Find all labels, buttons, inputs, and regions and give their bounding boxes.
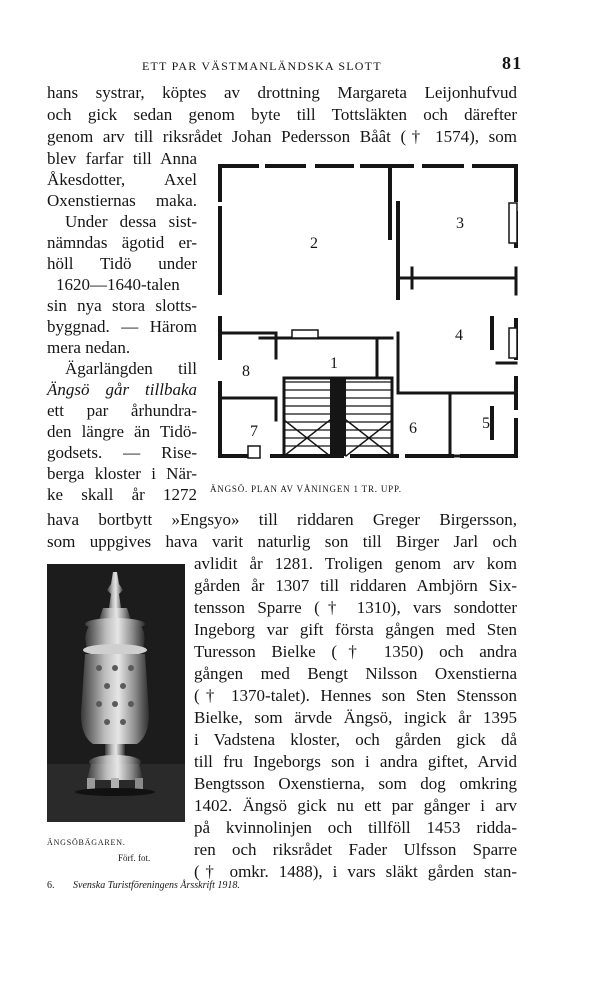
photo-caption: ÄNGSÖBÄGAREN. — [47, 838, 126, 847]
text-line: och gick sedan genom byte till Tottsläkten och därefter — [47, 105, 517, 124]
page-number: 81 — [502, 53, 523, 73]
text-line: ett par århundra- — [47, 401, 197, 420]
text-line: i Vadstena kloster, och gården gick då — [194, 730, 517, 749]
text-line: Ingeborg var gift första gången med Sten — [194, 620, 517, 639]
stove-mark — [509, 328, 517, 358]
text-line: hans systrar, köptes av drottning Margareta Leijonhufvud — [47, 83, 517, 102]
room-label: 1 — [330, 355, 338, 372]
text-line: den längre än Tidö- — [47, 422, 197, 441]
text-line: berga kloster i När- — [47, 464, 197, 483]
running-head: ETT PAR VÄSTMANLÄNDSKA SLOTT — [142, 59, 382, 73]
text-line: Under dessa sist- — [65, 212, 197, 231]
room-label: 2 — [310, 235, 318, 252]
text-line: Åkesdotter, Axel — [47, 170, 197, 189]
text-line: genom arv till riksrådet Johan Pedersson Båât († 1574), som — [47, 127, 517, 146]
room-label: 8 — [242, 363, 250, 380]
text-line: avlidit år 1281. Troligen genom arv kom — [194, 554, 517, 573]
text-line: godsets. — Rise- — [47, 443, 197, 462]
text-line: som uppgives hava varit naturlig son till Birger Jarl och — [47, 532, 517, 551]
text-line: ke skall år 1272 — [47, 485, 197, 504]
text-line: tensson Sparre († 1310), vars sondotter — [194, 598, 517, 617]
room-label: 4 — [455, 327, 463, 344]
room-label: 3 — [456, 215, 464, 232]
source-note: Svenska Turistföreningens Årsskrift 1918. — [73, 880, 240, 891]
text-line: Bengtsson Oxenstierna, som dog omkring — [194, 774, 517, 793]
room-label: 6 — [409, 420, 417, 437]
photo-credit: Förf. fot. — [118, 853, 151, 863]
text-line: Bielke, som ärvde Ängsö, ingick år 1395 — [194, 708, 517, 727]
text-line: Ägarlängden till — [65, 359, 197, 378]
text-line: byggnad. — Härom — [47, 317, 197, 336]
stove-mark — [248, 446, 260, 458]
text-line: gången med Bengt Nilsson Oxenstierna — [194, 664, 517, 683]
text-line: gården år 1307 till riddaren Ambjörn Six- — [194, 576, 517, 595]
goblet-photo — [47, 564, 185, 822]
page-footer — [47, 880, 240, 891]
text-line: 1402. Ängsö gick nu ett par gånger i arv — [194, 796, 517, 815]
text-line: († omkr. 1488), i vars släkt gården stan- — [194, 862, 517, 881]
stair-core — [330, 378, 346, 456]
stove-mark — [292, 330, 318, 338]
text-line: till fru Ingeborgs son i andra giftet, Arvid — [194, 752, 517, 771]
text-line: hava bortbytt »Engsyo» till riddaren Greger Birgersson, — [47, 510, 517, 529]
text-line: Turesson Bielke († 1350) och andra — [194, 642, 517, 661]
stove-mark — [509, 203, 517, 243]
floor-plan-caption: ÄNGSÖ. PLAN AV VÅNINGEN 1 TR. UPP. — [210, 484, 402, 494]
text-line: sin nya stora slotts- — [47, 296, 197, 315]
text-line: († 1370-talet). Hennes son Sten Stensson — [194, 686, 517, 705]
text-line: nämndas ägotid er- — [47, 233, 197, 252]
text-line-italic: Ängsö går tillbaka — [47, 380, 197, 399]
text-line: 1620—1640-talen — [56, 275, 180, 294]
text-line: Oxenstiernas maka. — [47, 191, 197, 210]
text-line — [47, 380, 197, 399]
text-line: på kvinnolinjen och tillföll 1453 ridda- — [194, 818, 517, 837]
text-line: mera nedan. — [47, 338, 131, 357]
signature-mark: 6. — [47, 880, 55, 891]
room-label: 7 — [250, 423, 258, 440]
floor-plan-figure — [212, 158, 519, 478]
text-line: blev farfar till Anna — [47, 149, 197, 168]
room-label: 5 — [482, 415, 490, 432]
text-line: ren och riksrådet Fader Ulfsson Sparre — [194, 840, 517, 859]
text-line: höll Tidö under — [47, 254, 197, 273]
